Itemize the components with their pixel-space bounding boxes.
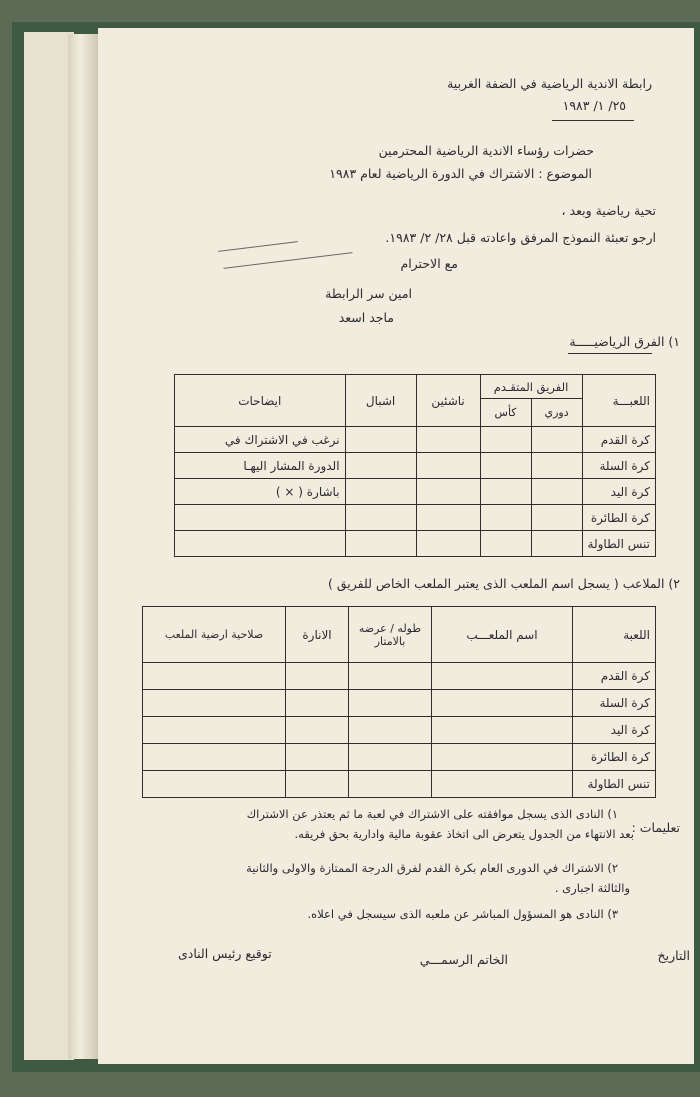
col-suitability: صلاحية ارضية الملعب: [143, 607, 286, 663]
game-cell: كرة الطائرة: [573, 744, 656, 771]
col-senior: الفريق المتقـدم: [480, 375, 582, 399]
instruction-2b: والثالثة اجبارى .: [554, 881, 630, 895]
table-row: [143, 717, 656, 744]
col-league: دوري: [531, 399, 582, 427]
table-row: [175, 453, 656, 479]
page-gutter: [68, 34, 98, 1059]
col-juniors: ناشئين: [416, 375, 480, 427]
signer-title: امين سر الرابطة: [325, 286, 412, 301]
game-cell: تنس الطاولة: [573, 771, 656, 798]
game-cell: كرة القدم: [582, 427, 655, 453]
signature-stroke-2: [223, 252, 352, 269]
instruction-1a: ١) النادى الذى يسجل موافقته على الاشتراك في لعبة ما ثم يعتذر عن الاشتراك: [246, 807, 618, 821]
note-cell: [175, 531, 346, 557]
table-row: [143, 771, 656, 798]
table-row: [143, 663, 656, 690]
col-dims: طوله / عرضه بالامتار: [349, 607, 432, 663]
col-cubs: اشبال: [345, 375, 416, 427]
org-name: رابطة الاندية الرياضية في الضفة الغربية: [447, 76, 652, 91]
date-label: التاريخ: [657, 948, 690, 963]
table-row: [175, 505, 656, 531]
col-game: اللعبـــة: [582, 375, 655, 427]
table-row: [143, 744, 656, 771]
instructions-label: تعليمات :: [631, 820, 680, 835]
col-field-name: اسم الملعـــب: [432, 607, 573, 663]
president-signature-label: توقيع رئيس النادى: [178, 946, 272, 961]
table-row: [143, 690, 656, 717]
greeting: تحية رياضية وبعد ،: [561, 203, 656, 218]
game-cell: كرة السلة: [573, 690, 656, 717]
note-cell: باشارة ( × ): [175, 479, 346, 505]
game-cell: كرة السلة: [582, 453, 655, 479]
signature-stroke: [218, 241, 298, 252]
col-lighting: الانارة: [286, 607, 349, 663]
section1-underline: [568, 353, 652, 354]
note-cell: [175, 505, 346, 531]
table-row: [175, 427, 656, 453]
table-row: [175, 531, 656, 557]
letter-body: ارجو تعبئة النموذج المرفق واعادته قبل ٢٨/ ٢/ ١٩٨٣.: [385, 230, 656, 245]
note-cell: الدورة المشار اليهـا: [175, 453, 346, 479]
signer-name: ماجد اسعد: [338, 310, 394, 325]
date-underline: [552, 120, 634, 121]
section2-title: ٢) الملاعب ( يسجل اسم الملعب الذى يعتبر الملعب الخاص للفريق ): [327, 576, 680, 591]
page-stack-edge: [24, 32, 74, 1060]
table-row: [175, 479, 656, 505]
document-page: [98, 28, 694, 1064]
col-cup: كأس: [480, 399, 531, 427]
game-cell: كرة اليد: [573, 717, 656, 744]
official-seal-label: الخاتم الرسمـــي: [419, 952, 508, 967]
teams-table: [174, 374, 656, 557]
game-cell: كرة اليد: [582, 479, 655, 505]
col-game: اللعبة: [573, 607, 656, 663]
instruction-1b: بعد الانتهاء من الجدول يتعرض الى اتخاذ عقوبة مالية وادارية بحق فريقه.: [294, 827, 634, 841]
instruction-2a: ٢) الاشتراك في الدورى العام بكرة القدم لفرق الدرجة الممتازة والاولى والثانية: [246, 861, 618, 875]
note-cell: نرغب في الاشتراك في: [175, 427, 346, 453]
section1-title: ١) الفرق الرياضيـــــة: [569, 334, 680, 349]
doc-date: ٢٥/ ١/ ١٩٨٣: [562, 98, 626, 113]
subject: الموضوع : الاشتراك في الدورة الرياضية لعام ١٩٨٣: [329, 166, 592, 181]
game-cell: كرة الطائرة: [582, 505, 655, 531]
game-cell: تنس الطاولة: [582, 531, 655, 557]
instruction-3: ٣) النادى هو المسؤول المباشر عن ملعبه الذى سيسجل في اعلاه.: [307, 907, 618, 921]
recipient: حضرات رؤساء الاندية الرياضية المحترمين: [378, 143, 594, 158]
col-notes: ايضاحات: [175, 375, 346, 427]
fields-table: [142, 606, 656, 798]
game-cell: كرة القدم: [573, 663, 656, 690]
closing: مع الاحترام: [400, 256, 458, 271]
